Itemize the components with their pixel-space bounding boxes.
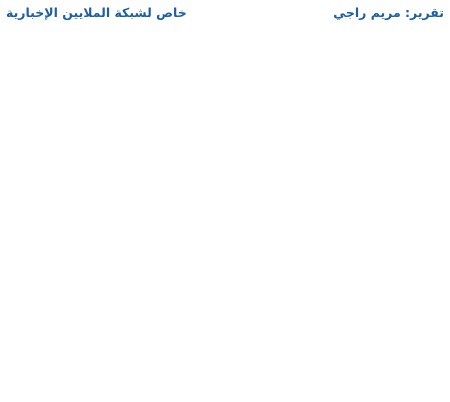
paragraph-2: [6, 94, 444, 218]
paragraph-1: [6, 27, 444, 94]
reporter-line: تقرير: مريم راجي: [333, 5, 444, 20]
source-line: خاص لشبكة الملايين الإخبارية: [6, 5, 187, 20]
paragraph-4: [6, 328, 444, 395]
report-header: [6, 5, 444, 27]
paragraph-3: [6, 218, 444, 328]
article-body: [6, 27, 444, 395]
